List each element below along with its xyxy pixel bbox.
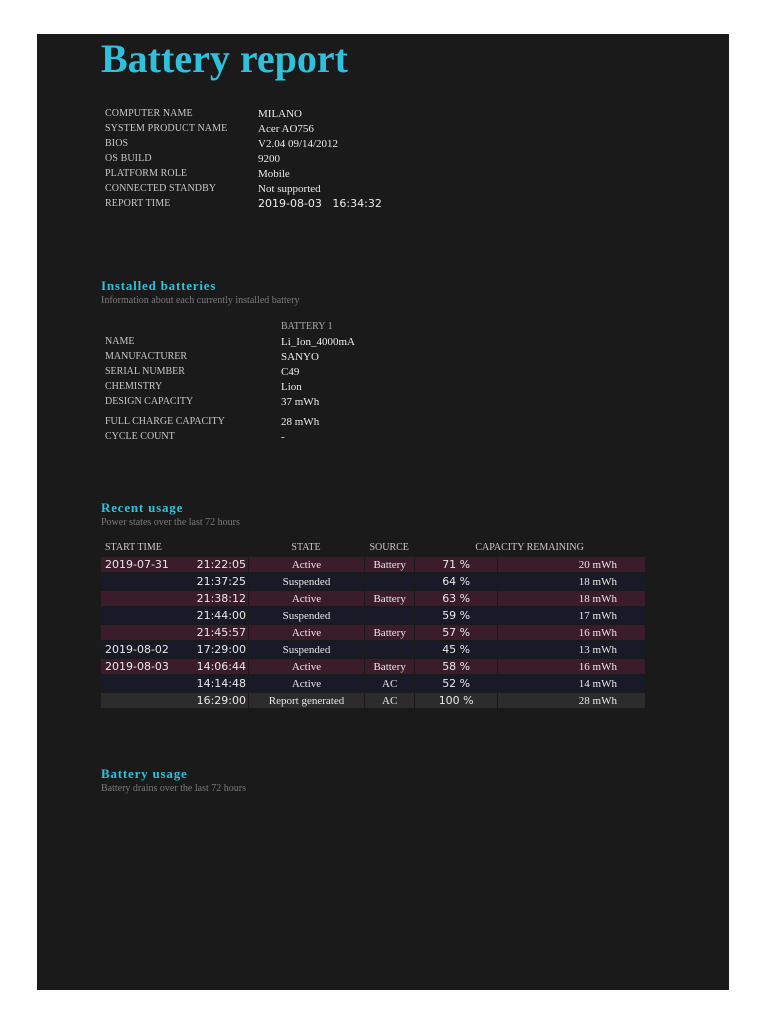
battery-value: Lion	[281, 380, 302, 393]
source-header: SOURCE	[369, 541, 409, 553]
capacity-mwh-cell: 20 mWh	[497, 557, 645, 572]
battery-column-header: BATTERY 1	[281, 321, 333, 332]
source-cell: Battery	[364, 557, 414, 572]
battery-row	[105, 379, 355, 394]
installed-batteries-table	[105, 319, 355, 444]
info-label: PLATFORM ROLE	[105, 168, 188, 179]
capacity-percent-cell: 58 %	[414, 659, 497, 674]
capacity-remaining-header: CAPACITY REMAINING	[475, 541, 584, 553]
state-cell: Report generated	[248, 693, 364, 708]
info-value: Not supported	[258, 182, 321, 195]
capacity-percent-cell: 59 %	[414, 608, 497, 623]
capacity-percent-cell: 100 %	[414, 693, 497, 708]
state-cell: Suspended	[248, 642, 364, 657]
info-label: CONNECTED STANDBY	[105, 183, 217, 194]
usage-time: 21:38:12	[196, 592, 246, 605]
info-label: BIOS	[105, 138, 129, 149]
usage-time: 14:14:48	[196, 677, 246, 690]
start-time-cell	[101, 676, 248, 691]
battery-label: SERIAL NUMBER	[105, 366, 185, 377]
battery-row	[105, 349, 355, 364]
battery-value: 28 mWh	[281, 415, 320, 428]
capacity-percent-cell: 57 %	[414, 625, 497, 640]
state-cell: Active	[248, 676, 364, 691]
usage-row	[101, 659, 645, 674]
source-cell	[364, 574, 414, 589]
battery-usage-subtitle: Battery drains over the last 72 hours	[101, 783, 246, 794]
capacity-mwh-cell: 18 mWh	[497, 591, 645, 606]
source-cell	[364, 608, 414, 623]
state-cell: Active	[248, 625, 364, 640]
info-row	[105, 166, 382, 181]
usage-time: 21:45:57	[196, 626, 246, 639]
capacity-mwh-cell: 16 mWh	[497, 659, 645, 674]
capacity-mwh-cell: 18 mWh	[497, 574, 645, 589]
capacity-mwh-cell: 16 mWh	[497, 625, 645, 640]
start-time-cell	[101, 625, 248, 640]
usage-row	[101, 642, 645, 657]
battery-row	[105, 364, 355, 379]
source-cell: AC	[364, 693, 414, 708]
usage-date: 2019-07-31	[105, 558, 169, 571]
battery-report-page	[37, 34, 729, 990]
info-row	[105, 106, 382, 121]
battery-value: -	[281, 430, 285, 443]
info-label: REPORT TIME	[105, 198, 171, 209]
battery-label: DESIGN CAPACITY	[105, 396, 194, 407]
source-cell: Battery	[364, 625, 414, 640]
start-time-cell	[101, 642, 248, 657]
battery-label: FULL CHARGE CAPACITY	[105, 416, 225, 427]
usage-row	[101, 574, 645, 589]
battery-row	[105, 429, 355, 444]
battery-label: CYCLE COUNT	[105, 431, 175, 442]
battery-value: Li_Ion_4000mA	[281, 335, 355, 348]
state-header: STATE	[291, 541, 321, 553]
state-cell: Suspended	[248, 608, 364, 623]
usage-row	[101, 557, 645, 572]
battery-header-row	[105, 319, 355, 334]
start-time-cell	[101, 557, 248, 572]
capacity-mwh-cell: 17 mWh	[497, 608, 645, 623]
battery-value: C49	[281, 365, 300, 378]
usage-date: 2019-08-03	[105, 660, 169, 673]
capacity-percent-cell: 64 %	[414, 574, 497, 589]
capacity-percent-cell: 63 %	[414, 591, 497, 606]
battery-label: MANUFACTURER	[105, 351, 188, 362]
info-value: 9200	[258, 152, 280, 165]
source-cell: Battery	[364, 591, 414, 606]
info-value: Acer AO756	[258, 122, 314, 135]
info-label: SYSTEM PRODUCT NAME	[105, 123, 228, 134]
capacity-mwh-cell: 28 mWh	[497, 693, 645, 708]
usage-row	[101, 591, 645, 606]
battery-row	[105, 334, 355, 349]
state-cell: Suspended	[248, 574, 364, 589]
battery-label: CHEMISTRY	[105, 381, 163, 392]
source-cell: AC	[364, 676, 414, 691]
capacity-percent-cell: 71 %	[414, 557, 497, 572]
capacity-percent-cell: 52 %	[414, 676, 497, 691]
usage-time: 14:06:44	[196, 660, 246, 673]
installed-batteries-heading: Installed batteries	[101, 278, 217, 293]
usage-time: 21:44:00	[196, 609, 246, 622]
start-time-header: START TIME	[105, 541, 162, 553]
info-row	[105, 151, 382, 166]
usage-header-row	[101, 540, 645, 555]
usage-row	[101, 625, 645, 640]
state-cell: Active	[248, 557, 364, 572]
battery-usage-heading: Battery usage	[101, 766, 188, 781]
usage-body	[101, 557, 645, 708]
usage-time: 16:29:00	[196, 694, 246, 707]
recent-usage-heading: Recent usage	[101, 500, 184, 515]
start-time-cell	[101, 574, 248, 589]
capacity-percent-cell: 45 %	[414, 642, 497, 657]
battery-label: NAME	[105, 336, 135, 347]
battery-value: 37 mWh	[281, 395, 320, 408]
recent-usage-table	[101, 538, 645, 710]
usage-time: 17:29:00	[196, 643, 246, 656]
start-time-cell	[101, 693, 248, 708]
source-cell	[364, 642, 414, 657]
info-value: Mobile	[258, 167, 290, 180]
usage-row	[101, 608, 645, 623]
capacity-mwh-cell: 14 mWh	[497, 676, 645, 691]
source-cell: Battery	[364, 659, 414, 674]
installed-batteries-subtitle: Information about each currently installed battery	[101, 295, 300, 306]
battery-row	[105, 414, 355, 429]
state-cell: Active	[248, 659, 364, 674]
start-time-cell	[101, 591, 248, 606]
system-info-table	[105, 106, 382, 211]
usage-row	[101, 676, 645, 691]
info-row	[105, 136, 382, 151]
info-value: V2.04 09/14/2012	[258, 137, 339, 150]
usage-time: 21:22:05	[196, 558, 246, 571]
info-value: MILANO	[258, 107, 302, 120]
info-row	[105, 121, 382, 136]
usage-time: 21:37:25	[196, 575, 246, 588]
usage-row	[101, 693, 645, 708]
info-row	[105, 181, 382, 196]
state-cell: Active	[248, 591, 364, 606]
report-time-value: 2019-08-03 16:34:32	[258, 197, 382, 210]
info-label: OS BUILD	[105, 153, 152, 164]
start-time-cell	[101, 608, 248, 623]
battery-row	[105, 394, 355, 409]
recent-usage-subtitle: Power states over the last 72 hours	[101, 517, 240, 528]
info-row	[105, 196, 382, 211]
start-time-cell	[101, 659, 248, 674]
info-label: COMPUTER NAME	[105, 108, 193, 119]
usage-date: 2019-08-02	[105, 643, 169, 656]
capacity-mwh-cell: 13 mWh	[497, 642, 645, 657]
battery-value: SANYO	[281, 350, 319, 363]
page-title: Battery report	[101, 36, 348, 81]
